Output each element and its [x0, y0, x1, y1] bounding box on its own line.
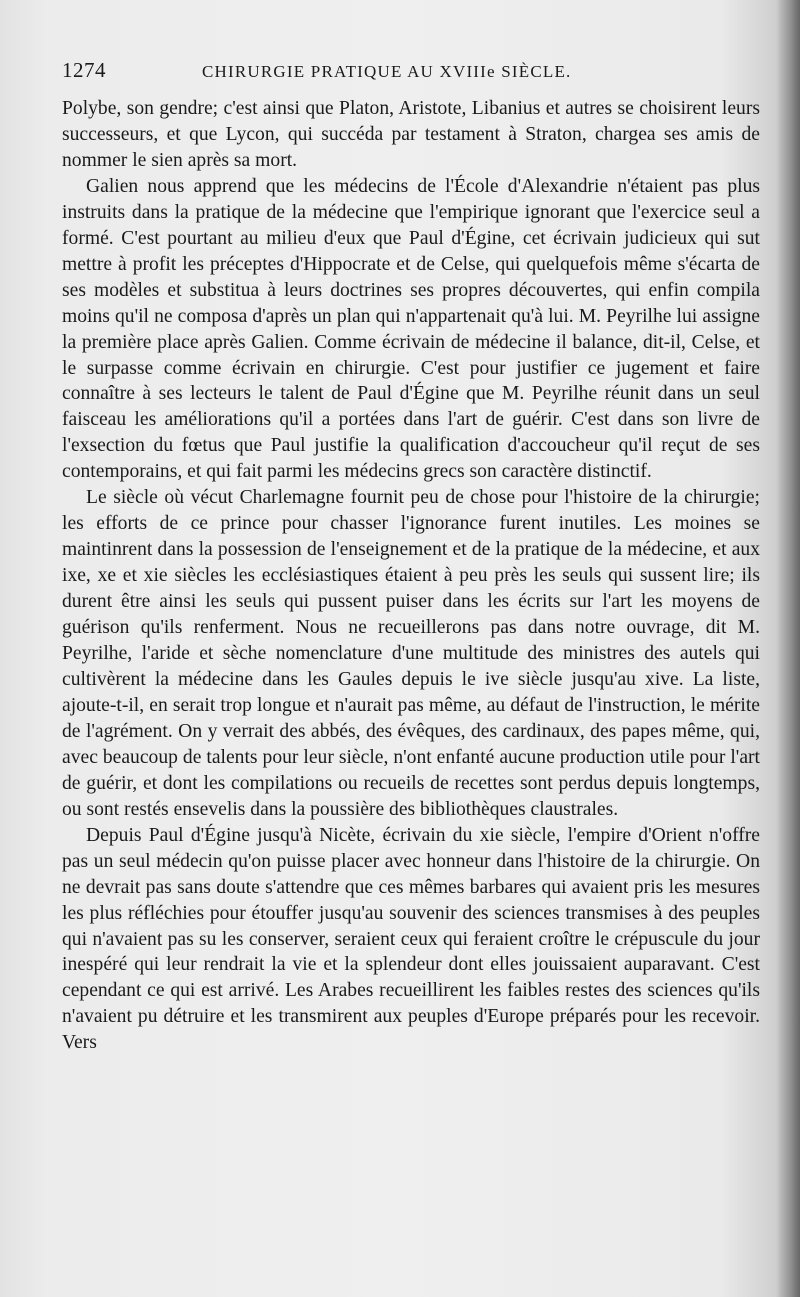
page-header [62, 58, 760, 94]
page-number: 1274 [62, 58, 106, 82]
paragraph-paul-d-egine: Depuis Paul d'Égine jusqu'à Nicète, écrivain du xie siècle, l'empire d'Orient n'offre pas un seul médecin qu'on puisse placer avec honneur dans l'histoire de la chirurgie. On ne devrait pas sans doute s'attendre que ces mêmes barbares qui avaient pris les mesures les plus réfléchies pour étouffer jusqu'au souvenir des sciences transmises à des peuples qui n'avaient pas su les conserver, seraient ceux qui feraient croître le crépuscule du jour inespéré qui leur rendrait la vie et la splendeur dont elles jouissaient auparavant. C'est cependant ce qui est arrivé. Les Arabes recueillirent les faibles restes des sciences qu'ils n'avaient pu détruire et les transmirent aux peuples d'Europe préparés pour les recevoir. Vers [62, 824, 760, 1054]
paragraph-charlemagne: Le siècle où vécut Charlemagne fournit peu de chose pour l'histoire de la chirurgie; les efforts de ce prince pour chasser l'ignorance furent inutiles. Les moines se maintinrent dans la possession de l'enseignement et de la pratique de la médecine, et aux ixe, xe et xie siècles les ecclésiastiques étaient à peu près les seuls qui sussent lire; ils durent être ainsi les seuls qui pussent puiser dans les écrits sur l'art les moyens de guérison qu'ils renferment. Nous ne recueillerons pas dans notre ouvrage, dit M. Peyrilhe, l'aride et sèche nomenclature d'une multitude des ministres des autels qui cultivèrent la médecine dans les Gaules depuis le ive siècle jusqu'au xive. La liste, ajoute-t-il, en serait trop longue et n'aurait pas même, au défaut de l'instruction, le mérite de l'agrément. On y verrait des abbés, des évêques, des cardinaux, des papes même, qui, avec beaucoup de talents pour leur siècle, n'ont enfanté aucune production utile pour l'art de guérir, et dont les compilations ou recueils de recettes sont perdus depuis longtemps, ou sont restés ensevelis dans la poussière des bibliothèques claustrales. [62, 487, 760, 820]
paragraph-galien: Galien nous apprend que les médecins de l'École d'Alexandrie n'étaient pas plus instruits dans la pratique de la médecine que l'empirique ignorant que l'exercice seul a formé. C'est pourtant au milieu d'eux que Paul d'Égine, cet écrivain judicieux qui sut mettre à profit les préceptes d'Hippocrate et de Celse, qui quelquefois même s'écarta de ses modèles et substitua à leurs doctrines ses propres découvertes, qui enfin compila moins qu'il ne composa d'après un plan qui n'appartenait qu'à lui. M. Peyrilhe lui assigne la première place après Galien. Comme écrivain de médecine il balance, dit-il, Celse, et le surpasse comme écrivain en chirurgie. C'est pour justifier ce jugement et faire connaître à ses lecteurs le talent de Paul d'Égine que M. Peyrilhe réunit dans un seul faisceau les améliorations qu'il a portées dans l'art de guérir. C'est dans son livre de l'exsection du fœtus que Paul justifie la qualification d'accoucheur qu'il reçut de ses contemporains, et qui fait parmi les médecins grecs son caractère distinctif. [62, 175, 760, 483]
running-head: CHIRURGIE PRATIQUE AU XVIIIe SIÈCLE. [202, 62, 572, 81]
page-edge-shadow [776, 0, 800, 1297]
paragraph-continuation: Polybe, son gendre; c'est ainsi que Platon, Aristote, Libanius et autres se choisirent leurs successeurs, et que Lycon, qui succéda par testament à Straton, chargea ses amis de nommer le sien après sa mort. [62, 98, 760, 171]
body-text [62, 96, 760, 1056]
book-page [62, 58, 760, 1056]
